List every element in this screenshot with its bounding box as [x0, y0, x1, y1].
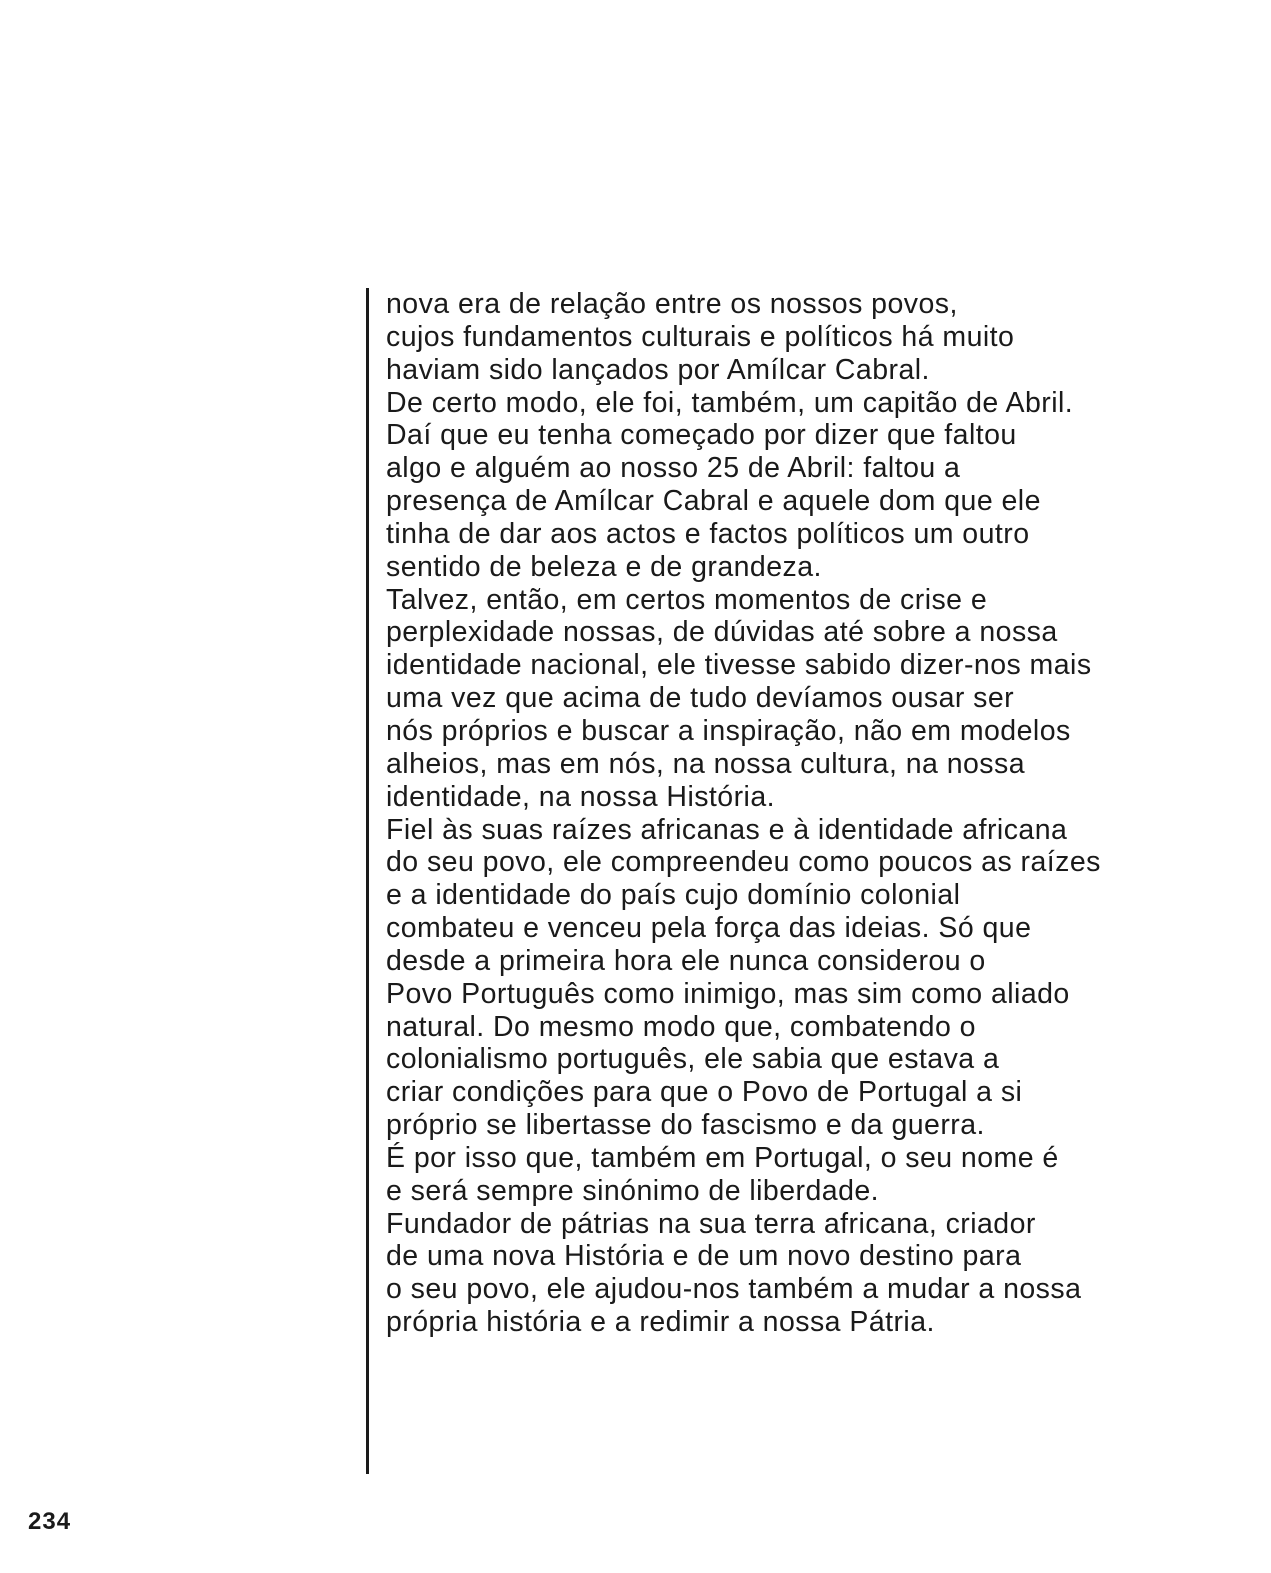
text-line: haviam sido lançados por Amílcar Cabral.: [386, 353, 930, 386]
text-line: criar condições para que o Povo de Portugal a si: [386, 1076, 1023, 1109]
text-line: e será sempre sinónimo de liberdade.: [386, 1174, 880, 1207]
text-line: Talvez, então, em certos momentos de crise e: [386, 583, 988, 616]
text-line: tinha de dar aos actos e factos políticos um outro: [386, 517, 1030, 550]
text-line: de uma nova História e de um novo destino para: [386, 1240, 1022, 1273]
text-line: nós próprios e buscar a inspiração, não em modelos: [386, 714, 1071, 747]
text-line: cujos fundamentos culturais e políticos há muito: [386, 320, 1015, 353]
text-line: o seu povo, ele ajudou-nos também a mudar a nossa: [386, 1273, 1082, 1306]
text-line: desde a primeira hora ele nunca considerou o: [386, 944, 986, 977]
text-line: combateu e venceu pela força das ideias. Só que: [386, 912, 1032, 945]
text-line: uma vez que acima de tudo devíamos ousar ser: [386, 682, 1015, 715]
text-line: Povo Português como inimigo, mas sim como aliado: [386, 977, 1070, 1010]
text-line: alheios, mas em nós, na nossa cultura, na nossa: [386, 747, 1025, 780]
text-line: e a identidade do país cujo domínio colonial: [386, 879, 961, 912]
text-line: próprio se libertasse do fascismo e da guerra.: [386, 1109, 985, 1142]
text-line: perplexidade nossas, de dúvidas até sobre a nossa: [386, 616, 1058, 649]
text-line: identidade nacional, ele tivesse sabido dizer-nos mais: [386, 649, 1092, 682]
text-line: do seu povo, ele compreendeu como poucos as raízes: [386, 846, 1101, 879]
text-line: De certo modo, ele foi, também, um capitão de Abril.: [386, 386, 1074, 419]
text-line: própria história e a redimir a nossa Pátria.: [386, 1306, 935, 1339]
text-line: presença de Amílcar Cabral e aquele dom que ele: [386, 485, 1041, 518]
text-line: natural. Do mesmo modo que, combatendo o: [386, 1010, 976, 1043]
text-line: nova era de relação entre os nossos povos,: [386, 288, 958, 320]
text-line: sentido de beleza e de grandeza.: [386, 550, 822, 583]
body-text: [386, 288, 1246, 1339]
text-line: identidade, na nossa História.: [386, 780, 775, 813]
text-line: É por isso que, também em Portugal, o seu nome é: [386, 1141, 1059, 1174]
text-line: Daí que eu tenha começado por dizer que faltou: [386, 419, 1017, 452]
margin-rule: [366, 288, 369, 1474]
page-number: 234: [28, 1508, 72, 1535]
text-line: algo e alguém ao nosso 25 de Abril: faltou a: [386, 452, 961, 485]
text-line: Fundador de pátrias na sua terra africana, criador: [386, 1207, 1036, 1240]
text-line: Fiel às suas raízes africanas e à identidade africana: [386, 813, 1068, 846]
text-line: colonialismo português, ele sabia que estava a: [386, 1043, 1000, 1076]
